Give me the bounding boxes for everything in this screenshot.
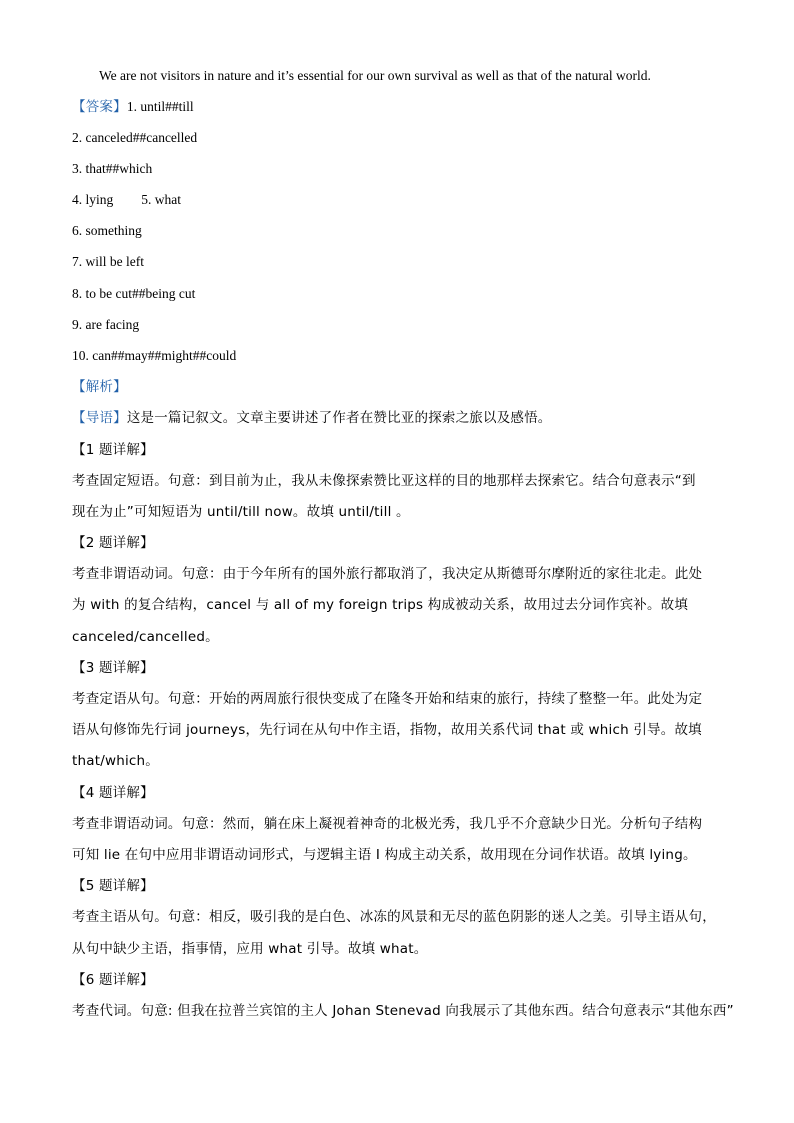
answer-item: 10. can##may##might##could: [72, 348, 237, 363]
detail-text-line: 为 with 的复合结构，cancel 与 all of my foreign trips 构成被动关系，故用过去分词作宾补。故填: [72, 597, 689, 613]
detail-text-line: 考查固定短语。句意：到目前为止，我从未像探索赞比亚这样的目的地那样去探索它。结合句意表示“到: [72, 473, 696, 489]
detail-text-line: 从句中缺少主语，指事情，应用 what 引导。故填 what。: [72, 941, 428, 957]
detail-tag: 【4 题详解】: [72, 785, 154, 801]
answer-line-1: [72, 98, 194, 116]
detail-text-line: 考查代词。句意: 但我在拉普兰宾馆的主人 Johan Stenevad 向我展示了其他东西。结合句意表示“其他东西”: [72, 1003, 734, 1019]
answer-item: 7. will be left: [72, 254, 144, 269]
detail-tag: 【2 题详解】: [72, 535, 154, 551]
answer-tag: 【答案】: [72, 99, 127, 115]
detail-text-line: 考查非谓语动词。句意：然而，躺在床上凝视着神奇的北极光秀，我几乎不介意缺少日光。分析句子结构: [72, 816, 703, 832]
detail-tag: 【3 题详解】: [72, 660, 154, 676]
guide-tag: 【导语】: [72, 410, 127, 426]
answer-line-4-5: [72, 191, 181, 209]
detail-text-line: 考查定语从句。句意：开始的两周旅行很快变成了在隆冬开始和结束的旅行，持续了整整一年。此处为定: [72, 691, 703, 707]
detail-text-line: canceled/cancelled。: [72, 629, 219, 645]
detail-text-line: 考查非谓语动词。句意：由于今年所有的国外旅行都取消了，我决定从斯德哥尔摩附近的家往北走。此处: [72, 566, 703, 582]
guide-line: [72, 409, 552, 427]
answer-item: 2. canceled##cancelled: [72, 130, 198, 145]
detail-text-line: 现在为止”可知短语为 until/till now。故填 until/till 。: [72, 504, 410, 520]
answer-item: 9. are facing: [72, 317, 140, 332]
answer-item: 8. to be cut##being cut: [72, 286, 196, 301]
answer-item: 4. lying: [72, 192, 114, 207]
answer-item: 3. that##which: [72, 161, 153, 176]
detail-text-line: 考查主语从句。句意：相反，吸引我的是白色、冰冻的风景和无尽的蓝色阴影的迷人之美。引导主语从句，: [72, 909, 716, 925]
detail-text-line: 语从句修饰先行词 journeys，先行词在从句中作主语，指物，故用关系代词 that 或 which 引导。故填: [72, 722, 702, 738]
intro-sentence: We are not visitors in nature and it’s essential for our own survival as well as that of the natural world.: [99, 68, 651, 83]
detail-tag: 【1 题详解】: [72, 442, 154, 458]
detail-text-line: that/which。: [72, 753, 159, 769]
detail-text-line: 可知 lie 在句中应用非谓语动词形式，与逻辑主语 I 构成主动关系，故用现在分词作状语。故填 lying。: [72, 847, 697, 863]
detail-tag: 【6 题详解】: [72, 972, 154, 988]
detail-tag: 【5 题详解】: [72, 878, 154, 894]
analysis-tag: 【解析】: [72, 379, 127, 395]
answer-item: 5. what: [141, 192, 182, 207]
guide-text: 这是一篇记叙文。文章主要讲述了作者在赞比亚的探索之旅以及感悟。: [126, 410, 552, 426]
answer-item: 6. something: [72, 223, 142, 238]
answer-item: 1. until##till: [126, 99, 194, 114]
